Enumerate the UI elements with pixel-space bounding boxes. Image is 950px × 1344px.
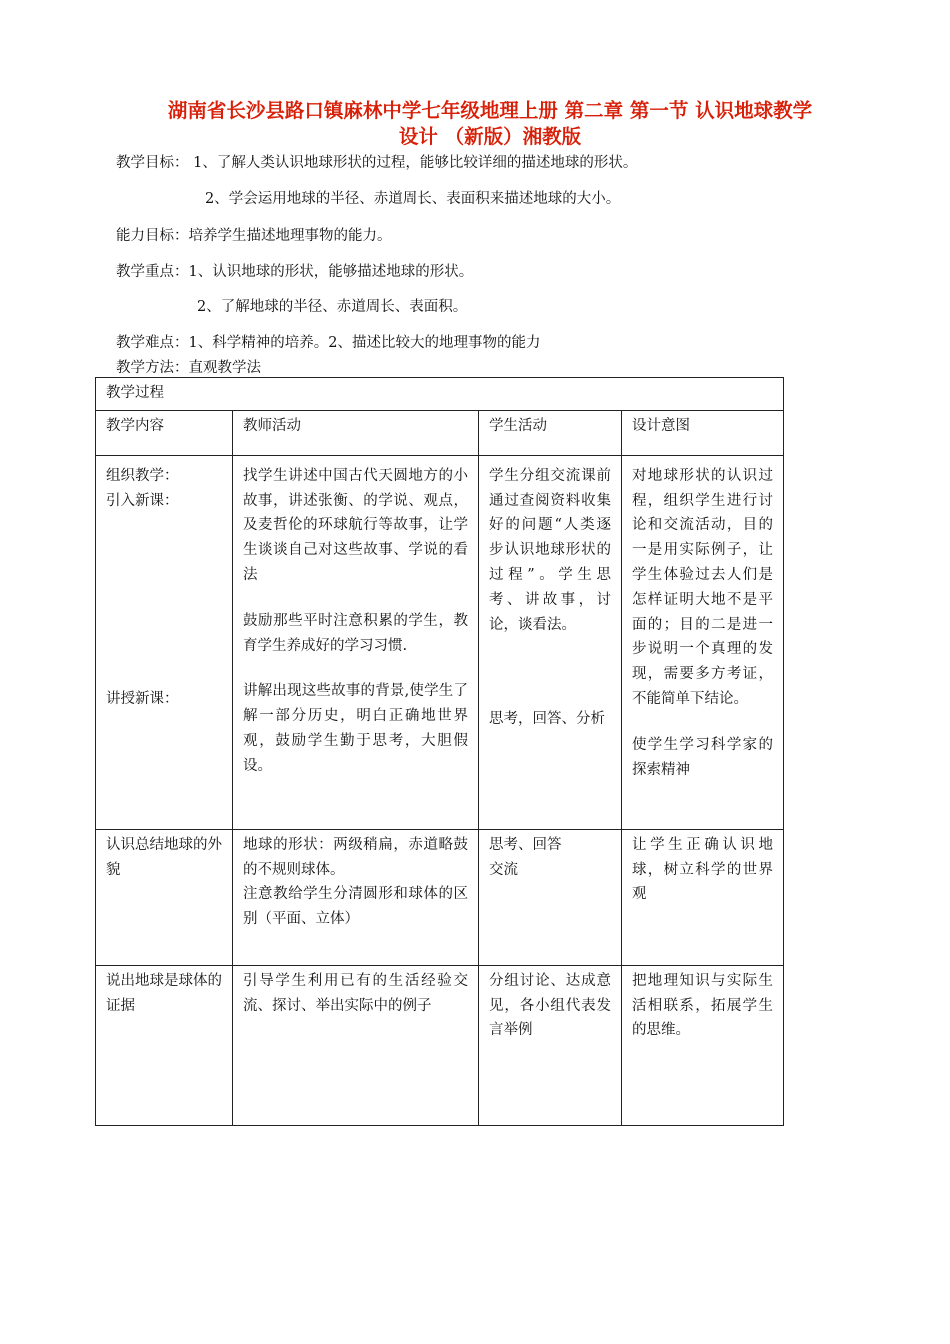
table-row <box>96 455 784 829</box>
key-point-1: 教学重点：1、认识地球的形状，能够描述地球的形状。 <box>116 264 474 280</box>
table-row <box>96 965 784 1125</box>
row1-intent-gap <box>632 712 773 733</box>
row1-intent-b: 使学生学习科学家的探索精神 <box>632 736 773 778</box>
row2-student-b: 交流 <box>489 861 518 878</box>
table-row <box>96 829 784 965</box>
teaching-goal-1: 教学目标： 1、了解人类认识地球形状的过程，能够比较详细的描述地球的形状。 <box>116 155 638 171</box>
row1-content-a: 组织教学： <box>106 467 179 484</box>
row1-teacher-c: 讲解出现这些故事的背景,使学生了解一部分历史，明白正确地世界观，鼓励学生勤于思考，大胆假设。 <box>243 683 468 774</box>
header-teacher: 教师活动 <box>233 410 479 455</box>
row3-teacher: 引导学生利用已有的生活经验交流、探讨、举出实际中的例子 <box>233 965 479 1125</box>
row2-student-a: 思考、回答 <box>489 836 562 853</box>
row2-content: 认识总结地球的外貌 <box>96 829 233 965</box>
row1-teacher-cell <box>233 455 479 829</box>
table-header-row <box>96 410 784 455</box>
row1-content-c: 讲授新课： <box>106 691 179 708</box>
row1-student-a: 学生分组交流课前通过查阅资料收集好的问题“人类逐步认识地球形状的过程”。学生思考、讲故事，讨论，谈看法。 <box>489 467 611 633</box>
row1-student-cell <box>479 455 622 829</box>
table-caption: 教学过程 <box>96 378 784 411</box>
document-title <box>100 98 880 150</box>
row1-spacer <box>106 513 222 687</box>
row2-teacher-cell <box>233 829 479 965</box>
row1-content-cell <box>96 455 233 829</box>
row2-teacher-a: 地球的形状：两级稍扁，赤道略鼓的不规则球体。 <box>243 836 468 878</box>
teaching-process-table <box>95 377 784 1126</box>
teaching-goal-2: 2、学会运用地球的半径、赤道周长、表面积来描述地球的大小。 <box>205 191 621 207</box>
row1-teacher-b: 鼓励那些平时注意积累的学生，教育学生养成好的学习习惯. <box>243 612 468 654</box>
header-content: 教学内容 <box>96 410 233 455</box>
row1-teacher-a: 找学生讲述中国古代天圆地方的小故事，讲述张衡、的学说、观点，及麦哲伦的环球航行等故事，让学生谈谈自己对这些故事、学说的看法 <box>243 467 468 583</box>
row2-teacher-b: 注意教给学生分清圆形和球体的区别（平面、立体） <box>243 886 468 928</box>
header-intent: 设计意图 <box>622 410 784 455</box>
row3-content: 说出地球是球体的证据 <box>96 965 233 1125</box>
row1-teacher-gap <box>243 658 468 679</box>
row1-content-b: 引入新课： <box>106 492 179 509</box>
row3-student: 分组讨论、达成意见，各小组代表发言举例 <box>479 965 622 1125</box>
row1-student-gap <box>489 637 611 707</box>
row1-intent-a: 对地球形状的认识过程，组织学生进行讨论和交流活动，目的一是用实际例子，让学生体验过去人们是怎样证明大地不是平面的；目的二是进一步说明一个真理的发现，需要多方考证，不能简单下结论。 <box>632 467 773 707</box>
title-line-2: 设计 （新版）湘教版 <box>398 125 582 148</box>
row1-student-b: 思考，回答、分析 <box>489 711 605 728</box>
row2-student-cell <box>479 829 622 965</box>
table-caption-row <box>96 378 784 411</box>
title-line-1: 湖南省长沙县路口镇麻林中学七年级地理上册 第二章 第一节 认识地球教学 <box>167 99 813 122</box>
row3-intent: 把地理知识与实际生活相联系，拓展学生的思维。 <box>622 965 784 1125</box>
difficult-points: 教学难点：1、科学精神的培养。2、描述比较大的地理事物的能力 <box>116 335 541 351</box>
header-student: 学生活动 <box>479 410 622 455</box>
teaching-method: 教学方法：直观教学法 <box>116 360 261 376</box>
row2-intent: 让学生正确认识地球，树立科学的世界观 <box>622 829 784 965</box>
row1-teacher-gap <box>243 588 468 609</box>
row1-intent-cell <box>622 455 784 829</box>
key-point-2: 2、了解地球的半径、赤道周长、表面积。 <box>197 299 468 315</box>
ability-goal: 能力目标：培养学生描述地理事物的能力。 <box>116 228 392 244</box>
